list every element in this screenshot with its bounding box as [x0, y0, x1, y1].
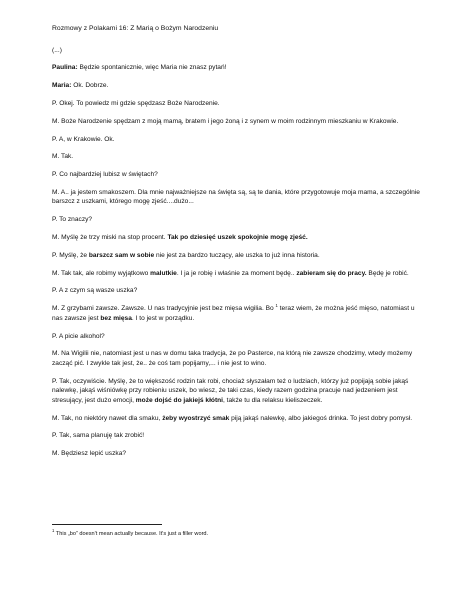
bold-text: Tak po dziesięć uszek spokojnie mogę zjeść. [167, 234, 308, 241]
text-run: M. Tak. [52, 153, 74, 161]
text-run: P. Tak, oczywiście. Myślę, że to większość rodzin tak robi, chociaż słyszałam też o ludziach, którzy już popijają sobie jakąś nalewkę, jakąś wiśniówkę przy robieniu uszek, bo wiesz, że taki czas, kiedy razem godzina pracuje nad jedzeniem jest stresujący, jest dużo emocji, [52, 377, 409, 404]
text-run: Ok. Dobrze. [71, 82, 109, 90]
text-run: P. To znaczy? [52, 216, 93, 224]
text-run: M. Tak tak, ale robimy wyjątkowo [52, 269, 151, 277]
document-title: Rozmowy z Polakami 16: Z Marią o Bożym Narodzeniu [52, 25, 219, 32]
text-run: P. Tak, sama planuję tak zrobić! [52, 432, 145, 440]
text-run: (...) [52, 46, 62, 54]
dialogue-paragraph [52, 117, 420, 127]
text-run: M. A.. ja jestem smakoszem. Dla mnie najważniejsze na święta są, są te dania, które przygotowuje moja mama, a szczególnie barszcz z uszkami, którego mogę zjeść....dużo... [52, 188, 420, 206]
text-run: M. Z grzybami zawsze. Zawsze. U nas tradycyjnie jest bez mięsa wigilia. Bo [52, 305, 276, 313]
text-run: P. Myślę, że [52, 251, 89, 259]
dialogue-paragraph [52, 349, 420, 368]
footnote-reference: 1 [275, 302, 278, 308]
text-run: P. Co najbardziej lubisz w świętach? [52, 171, 158, 179]
dialogue-paragraph [52, 449, 420, 459]
dialogue-paragraph [52, 152, 420, 162]
text-run: teraz wiem, że można jeść mięso, natomiast u nas zawsze jest [52, 305, 415, 322]
dialogue-paragraph [52, 332, 420, 342]
text-run: nie jest za bardzo tuczący, ale uszka to już inna historia. [154, 251, 320, 259]
dialogue-paragraphs [52, 46, 420, 459]
dialogue-paragraph [52, 269, 420, 279]
bold-text: żeby wyostrzyć smak [162, 414, 230, 422]
text-run: P. Okej. To powiedz mi gdzie spędzasz Boże Narodzenie. [52, 99, 220, 107]
footnote [52, 530, 420, 538]
text-run: P. A, w Krakowie. Ok. [52, 135, 115, 143]
text-run: . I to jest w porządku. [131, 314, 195, 322]
text-run: . I ja je robię i właśnie za moment będę.. [176, 269, 297, 277]
dialogue-paragraph [52, 188, 420, 207]
text-run: Będę je robić. [366, 269, 409, 277]
dialogue-paragraph [52, 170, 420, 180]
bold-text: zabieram się do pracy. [296, 269, 367, 277]
text-run: , także tu dla relaksu kieliszeczek. [223, 396, 323, 404]
footnote-text: This „bo” doesn't mean actually because. It's just a filler word. [54, 531, 209, 537]
text-run: piją jakąś nalewkę, albo jakiegoś drinka. To jest dobry pomysł. [229, 414, 413, 422]
footnote-rule [52, 524, 162, 525]
bold-text: barszcz sam w sobie [88, 251, 155, 259]
bold-text: Maria: [52, 82, 72, 90]
dialogue-paragraph [52, 286, 420, 296]
dialogue-paragraph [52, 233, 420, 243]
text-run: M. Na Wigilii nie, natomiast jest u nas w domu taka tradycja, że po Pasterce, na którą nie zawsze chodzimy, wtedy możemy zacząć pić. I zwykle tak jest, że.. że coś tam popijamy,... i nie jest to wino. [52, 350, 413, 367]
dialogue-paragraph [52, 377, 420, 406]
dialogue-paragraph [52, 251, 420, 261]
text-run: M. Boże Narodzenie spędzam z moją mamą, bratem i jego żoną i z synem w moim rodzinnym mieszkaniu w Krakowie. [52, 117, 399, 125]
bold-text: Paulina: [52, 64, 78, 72]
dialogue-paragraph [52, 414, 420, 424]
text-run: P. A picie alkohol? [52, 332, 105, 340]
text-run: P. A z czym są wasze uszka? [52, 287, 138, 295]
text-run: M. Myślę że trzy miski na stop procent. [52, 234, 168, 241]
bold-text: może dojść do jakiejś kłótni [135, 396, 224, 404]
dialogue-paragraph [52, 63, 420, 73]
dialogue-paragraph [52, 215, 420, 225]
bold-text: malutkie [150, 269, 177, 277]
text-run: M. Tak, no niektóry nawet dla smaku, [52, 414, 163, 422]
footnote-marker: 1 [52, 528, 55, 534]
bold-text: bez mięsa [100, 314, 132, 322]
text-run: Będzie spontanicznie, więc Maria nie znasz pytań! [79, 64, 227, 72]
text-run: M. Będziesz lepić uszka? [52, 450, 127, 458]
dialogue-paragraph [52, 46, 420, 56]
dialogue-paragraph [52, 81, 420, 91]
dialogue-paragraph [52, 99, 420, 109]
dialogue-paragraph [52, 135, 420, 145]
document-body [52, 24, 420, 467]
dialogue-paragraph [52, 304, 420, 323]
dialogue-paragraph [52, 431, 420, 441]
